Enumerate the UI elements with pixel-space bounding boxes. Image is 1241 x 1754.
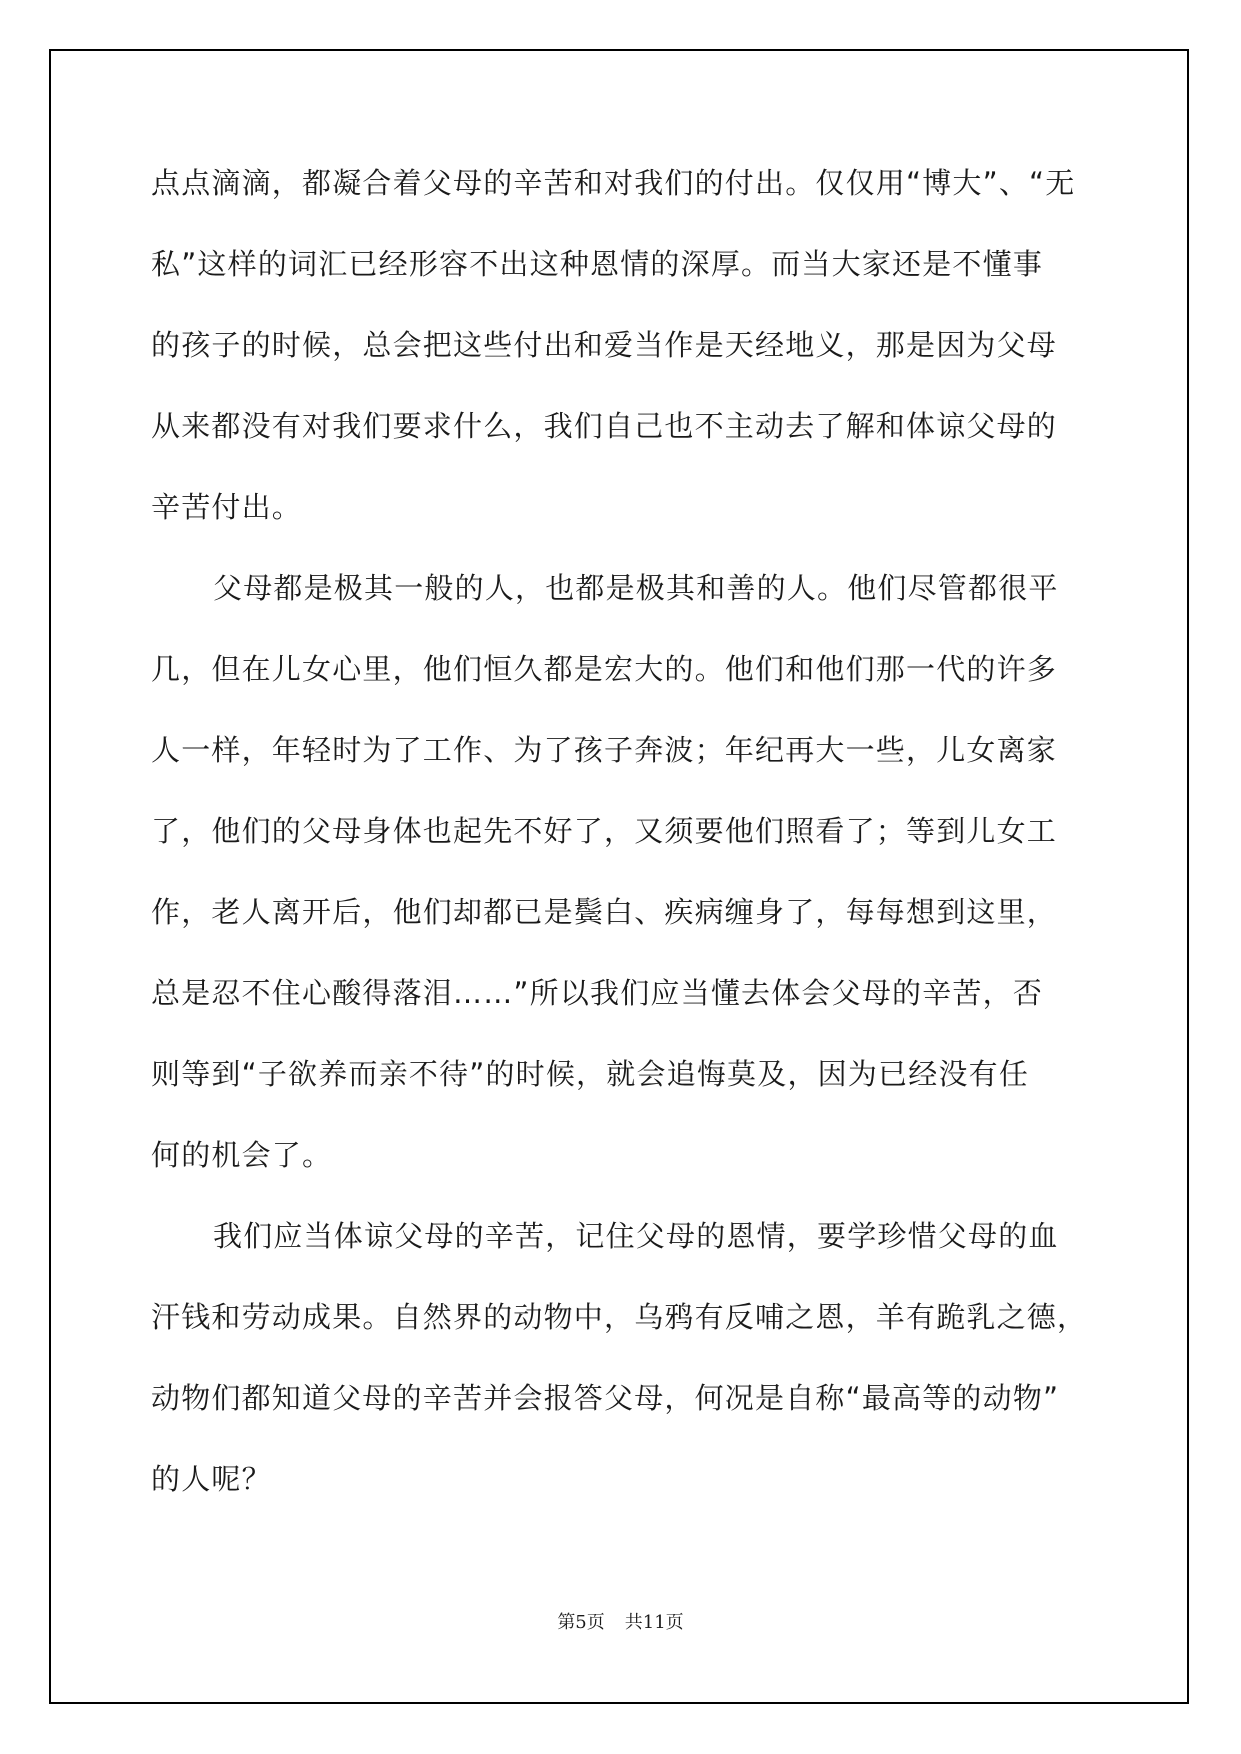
page-footer bbox=[0, 1608, 1241, 1634]
text-line: 私”这样的词汇已经形容不出这种恩情的深厚。而当大家还是不懂事 bbox=[151, 247, 1044, 281]
text-line: 作，老人离开后，他们却都已是鬓白、疾病缠身了，每每想到这里， bbox=[151, 895, 1058, 929]
text-line: 的孩子的时候，总会把这些付出和爱当作是天经地义，那是因为父母 bbox=[151, 328, 1058, 362]
text-line: 何的机会了。 bbox=[151, 1138, 333, 1172]
page-number: 第5页 bbox=[557, 1612, 605, 1633]
text-line: 总是忍不住心酸得落泪……”所以我们应当懂去体会父母的辛苦，否 bbox=[151, 976, 1044, 1010]
text-line: 则等到“子欲养而亲不待”的时候，就会追悔莫及，因为已经没有任 bbox=[151, 1057, 1030, 1091]
text-line: 从来都没有对我们要求什么，我们自己也不主动去了解和体谅父母的 bbox=[151, 409, 1058, 443]
page-total: 共11页 bbox=[624, 1612, 684, 1633]
text-line: 辛苦付出。 bbox=[151, 490, 303, 524]
text-line: 动物们都知道父母的辛苦并会报答父母，何况是自称“最高等的动物” bbox=[151, 1381, 1060, 1415]
text-line: 了，他们的父母身体也起先不好了，又须要他们照看了；等到儿女工 bbox=[151, 814, 1058, 848]
text-line: 几，但在儿女心里，他们恒久都是宏大的。他们和他们那一代的许多 bbox=[151, 652, 1058, 686]
paragraph-first-line: 父母都是极其一般的人，也都是极其和善的人。他们尽管都很平 bbox=[213, 571, 1059, 605]
text-line: 点点滴滴，都凝合着父母的辛苦和对我们的付出。仅仅用“博大”、“无 bbox=[151, 166, 1076, 200]
text-line: 汗钱和劳动成果。自然界的动物中，乌鸦有反哺之恩，羊有跪乳之德， bbox=[151, 1300, 1088, 1334]
text-line: 人一样，年轻时为了工作、为了孩子奔波；年纪再大一些，儿女离家 bbox=[151, 733, 1058, 767]
paragraph-first-line: 我们应当体谅父母的辛苦，记住父母的恩情，要学珍惜父母的血 bbox=[213, 1219, 1059, 1253]
document-body bbox=[151, 162, 1097, 1539]
text-line: 的人呢？ bbox=[151, 1462, 272, 1496]
